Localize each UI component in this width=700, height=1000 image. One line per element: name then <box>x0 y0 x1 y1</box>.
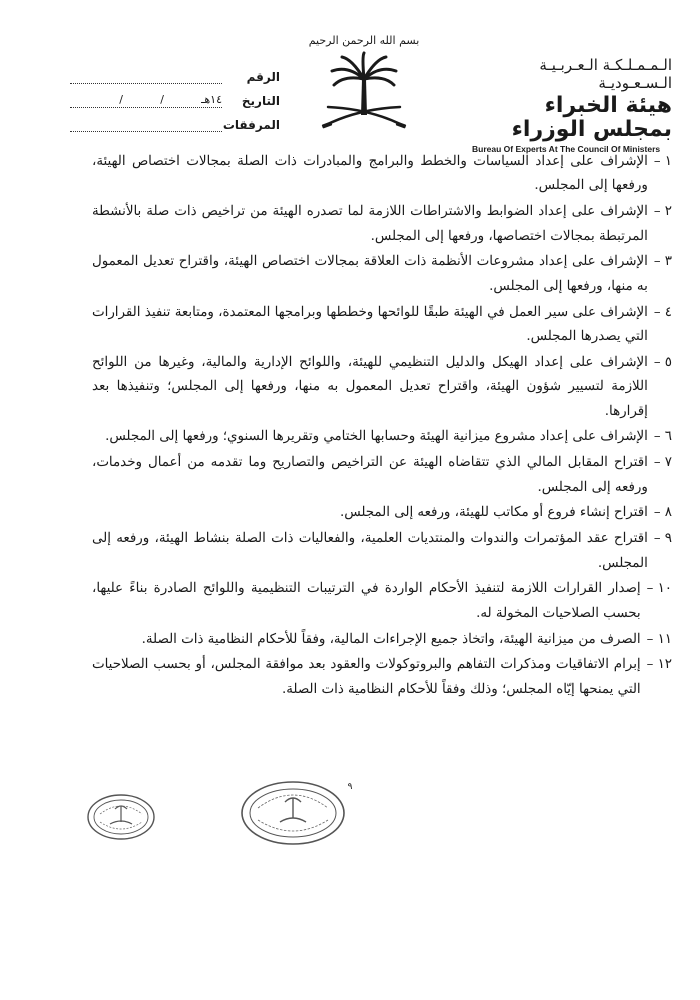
item-number: ٩ – <box>653 531 672 547</box>
date-blank <box>70 93 222 108</box>
item-text: إصدار القرارات اللازمة لتنفيذ الأحكام الواردة في الترتيبات التنظيمية واللوائح الصادرة بناءً عليها، بحسب الصلاحيات المخولة له. <box>92 581 641 621</box>
list-item <box>92 425 672 449</box>
list-item <box>92 451 672 500</box>
powers-list <box>92 150 672 704</box>
ref-number-blank <box>70 69 222 84</box>
item-text: الإشراف على إعداد مشروعات الأنظمة ذات العلاقة بمجالات اختصاص الهيئة، واقتراح تعديل المعمول به منها، ورفعها إلى المجلس. <box>92 254 648 294</box>
item-number: ١ – <box>653 154 672 169</box>
item-number: ١٢ – <box>646 657 672 673</box>
date-row <box>70 84 280 108</box>
item-number: ٢ – <box>653 204 672 220</box>
item-number: ٥ – <box>653 354 672 370</box>
list-item <box>92 501 672 525</box>
item-number: ٦ – <box>653 429 672 445</box>
list-item <box>92 577 672 626</box>
attachments-blank <box>70 117 222 132</box>
item-text: الإشراف على إعداد الضوابط والاشتراطات اللازمة لما تصدره الهيئة من تراخيص ذات صلة بالأنشطة المرتبطة بمجالات اختصاصها، ورفعها إلى المجلس. <box>92 204 648 244</box>
list-item <box>92 628 672 652</box>
item-text: اقتراح عقد المؤتمرات والندوات والمنتديات العلمية، والفعاليات ذات الصلة بنشاط الهيئة، ورفعه إلى المجلس. <box>92 531 648 571</box>
kingdom-name: الـمـمـلـكـة الـعـربـيـة الـسـعـوديـة <box>539 56 672 92</box>
ref-number-label: الرقم <box>246 70 280 84</box>
item-number: ٣ – <box>653 254 672 270</box>
attachments-label: المرفقات <box>222 118 280 132</box>
item-text: الصرف من ميزانية الهيئة، واتخاذ جميع الإجراءات المالية، وفقاً للأحكام النظامية ذات الصلة. <box>141 631 641 647</box>
ref-number-row <box>70 60 280 84</box>
item-number: ١١ – <box>646 631 672 647</box>
list-item <box>92 200 672 249</box>
item-number: ١٠ – <box>646 581 672 597</box>
list-item <box>92 527 672 576</box>
list-item <box>92 150 672 199</box>
attachments-row <box>70 108 280 132</box>
letterhead-organization <box>472 56 672 154</box>
page-number: ٩ <box>347 782 353 792</box>
list-item <box>92 653 672 702</box>
date-label: التاريخ <box>241 94 280 108</box>
bureau-name-arabic: هيئة الخبراء بمجلس الوزراء <box>511 93 672 143</box>
item-text: اقتراح المقابل المالي الذي تتقاضاه الهيئة عن التراخيص والتصاريح وما تقدمه من أعمال وخدمات، ورفعه إلى المجلس. <box>92 455 648 495</box>
date-separator: / <box>160 93 164 106</box>
item-text: إبرام الاتفاقيات ومذكرات التفاهم والبروتوكولات والعقود بعد موافقة المجلس، أو بحسب الصلاحيات التي يمنحها إيّاه المجلس؛ وذلك وفقاً للأحكام النظامية ذات الصلة. <box>92 657 641 697</box>
item-text: الإشراف على إعداد مشروع ميزانية الهيئة وحسابها الختامي وتقريرها السنوي؛ ورفعها إلى المجلس. <box>105 429 648 445</box>
item-number: ٤ – <box>653 304 672 320</box>
reference-fields <box>70 60 280 132</box>
date-suffix: ١٤هـ <box>201 93 222 106</box>
list-item <box>92 301 672 350</box>
item-number: ٧ – <box>653 455 672 471</box>
bureau-seal-icon <box>240 780 346 846</box>
palm-and-swords-emblem-icon <box>318 49 410 135</box>
item-text: اقتراح إنشاء فروع أو مكاتب للهيئة، ورفعه إلى المجلس. <box>340 505 648 521</box>
item-number: ٨ – <box>653 505 672 521</box>
letterhead-emblem <box>308 34 420 144</box>
item-text: الإشراف على إعداد الهيكل والدليل التنظيمي للهيئة، واللوائح الإدارية والمالية، وغيرها من اللوائح اللازمة لتسيير شؤون الهيئة، واقتراح تعديل المعمول به منها، ورفعها إلى المجلس؛ وتنفيذها بعد إقرارها. <box>92 354 648 419</box>
secretariat-seal-icon <box>86 792 156 842</box>
bureau-name-english: Bureau Of Experts At The Council Of Ministers <box>472 144 661 155</box>
list-item <box>92 351 672 424</box>
item-text: الإشراف على إعداد السياسات والخطط والبرامج والمبادرات ذات الصلة بمجالات اختصاص الهيئة، ورفعها إلى المجلس. <box>92 154 648 194</box>
list-item <box>92 250 672 299</box>
date-separator: / <box>119 93 123 106</box>
basmala: بسم الله الرحمن الرحيم <box>308 34 420 47</box>
item-text: الإشراف على سير العمل في الهيئة طبقًا للوائحها وخططها وبرامجها المعتمدة، ومتابعة تنفيذ القرارات التي يصدرها المجلس. <box>92 304 648 345</box>
